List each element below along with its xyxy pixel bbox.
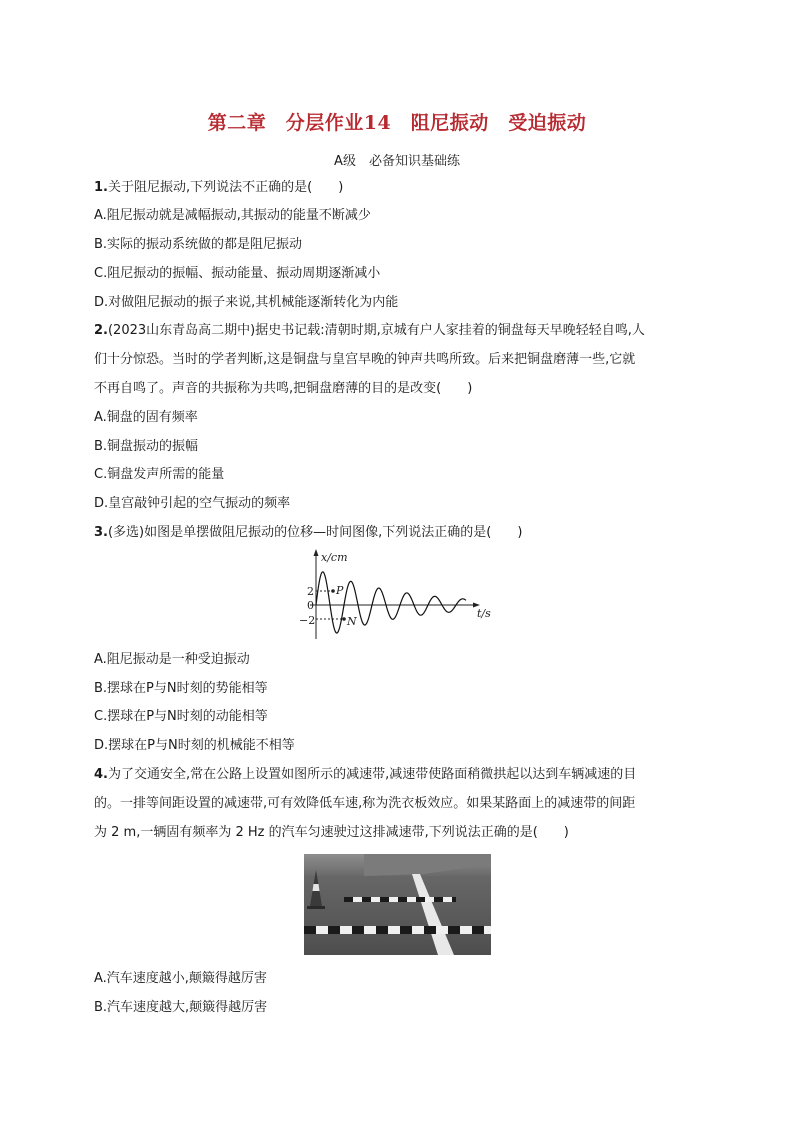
question-stem [94, 525, 522, 541]
question-text-line: 的。一排等间距设置的减速带,可有效降低车速,称为洗衣板效应。如果某路面上的减速带的间距 [94, 796, 636, 811]
question-number: 1. [94, 180, 108, 195]
y-axis-arrow [314, 549, 319, 556]
section-subtitle: A级 必备知识基础练 [334, 154, 460, 169]
point-n-label: N [347, 615, 357, 628]
tick-label: 2 [307, 585, 314, 598]
damped-curve [316, 572, 466, 633]
option-c: C.铜盘发声所需的能量 [94, 467, 225, 482]
question-stem [94, 180, 343, 196]
point-p-label: P [336, 584, 344, 597]
option-b: B.汽车速度越大,颠簸得越厉害 [94, 1000, 268, 1015]
question-stem [94, 767, 636, 783]
tick-label: −2 [299, 614, 316, 627]
y-axis-label: x/cm [321, 551, 348, 564]
question-number: 2. [94, 323, 108, 338]
question-text: 关于阻尼振动,下列说法不正确的是( ) [107, 180, 344, 195]
question-text-line: 为 2 m,一辆固有频率为 2 Hz 的汽车匀速驶过这排减速带,下列说法正确的是( ) [94, 825, 569, 840]
option-a: A.阻尼振动是一种受迫振动 [94, 652, 250, 667]
question-text: (2023山东青岛高二期中)据史书记载:清朝时期,京城有户人家挂着的铜盘每天早晚轻轻自鸣,人 [107, 323, 645, 338]
point-n [342, 617, 346, 621]
option-c: C.阻尼振动的振幅、振动能量、振动周期逐渐减小 [94, 266, 381, 281]
question-number: 3. [94, 525, 108, 540]
x-axis-label: t/s [477, 607, 491, 620]
tick-label: 0 [307, 599, 314, 612]
question-text: (多选)如图是单摆做阻尼振动的位移—时间图像,下列说法正确的是( ) [107, 525, 523, 540]
damped-oscillation-graph [296, 547, 506, 642]
speed-bump-photo [304, 854, 491, 955]
option-d: D.对做阻尼振动的振子来说,其机械能逐渐转化为内能 [94, 295, 399, 310]
question-text-line: 们十分惊恐。当时的学者判断,这是铜盘与皇宫早晚的钟声共鸣所致。后来把铜盘磨薄一些,它就 [94, 352, 636, 367]
option-a: A.汽车速度越小,颠簸得越厉害 [94, 971, 267, 986]
question-text-line: 不再自鸣了。声音的共振称为共鸣,把铜盘磨薄的目的是改变( ) [94, 381, 473, 396]
option-b: B.摆球在P与N时刻的势能相等 [94, 681, 268, 696]
option-d: D.摆球在P与N时刻的机械能不相等 [94, 738, 295, 753]
page-title: 第二章 分层作业14 阻尼振动 受迫振动 [207, 112, 587, 134]
question-text: 为了交通安全,常在公路上设置如图所示的减速带,减速带使路面稍微拱起以达到车辆减速的目 [107, 767, 637, 782]
question-number: 4. [94, 767, 108, 782]
option-b: B.铜盘振动的振幅 [94, 439, 199, 454]
option-d: D.皇宫敲钟引起的空气振动的频率 [94, 496, 291, 511]
option-a: A.铜盘的固有频率 [94, 410, 198, 425]
speed-bump-near [304, 926, 491, 934]
option-c: C.摆球在P与N时刻的动能相等 [94, 709, 268, 724]
option-a: A.阻尼振动就是减幅振动,其振动的能量不断减少 [94, 208, 371, 223]
point-p [331, 589, 335, 593]
speed-bump-far [344, 897, 456, 902]
question-stem [94, 323, 645, 339]
option-b: B.实际的振动系统做的都是阻尼振动 [94, 237, 303, 252]
